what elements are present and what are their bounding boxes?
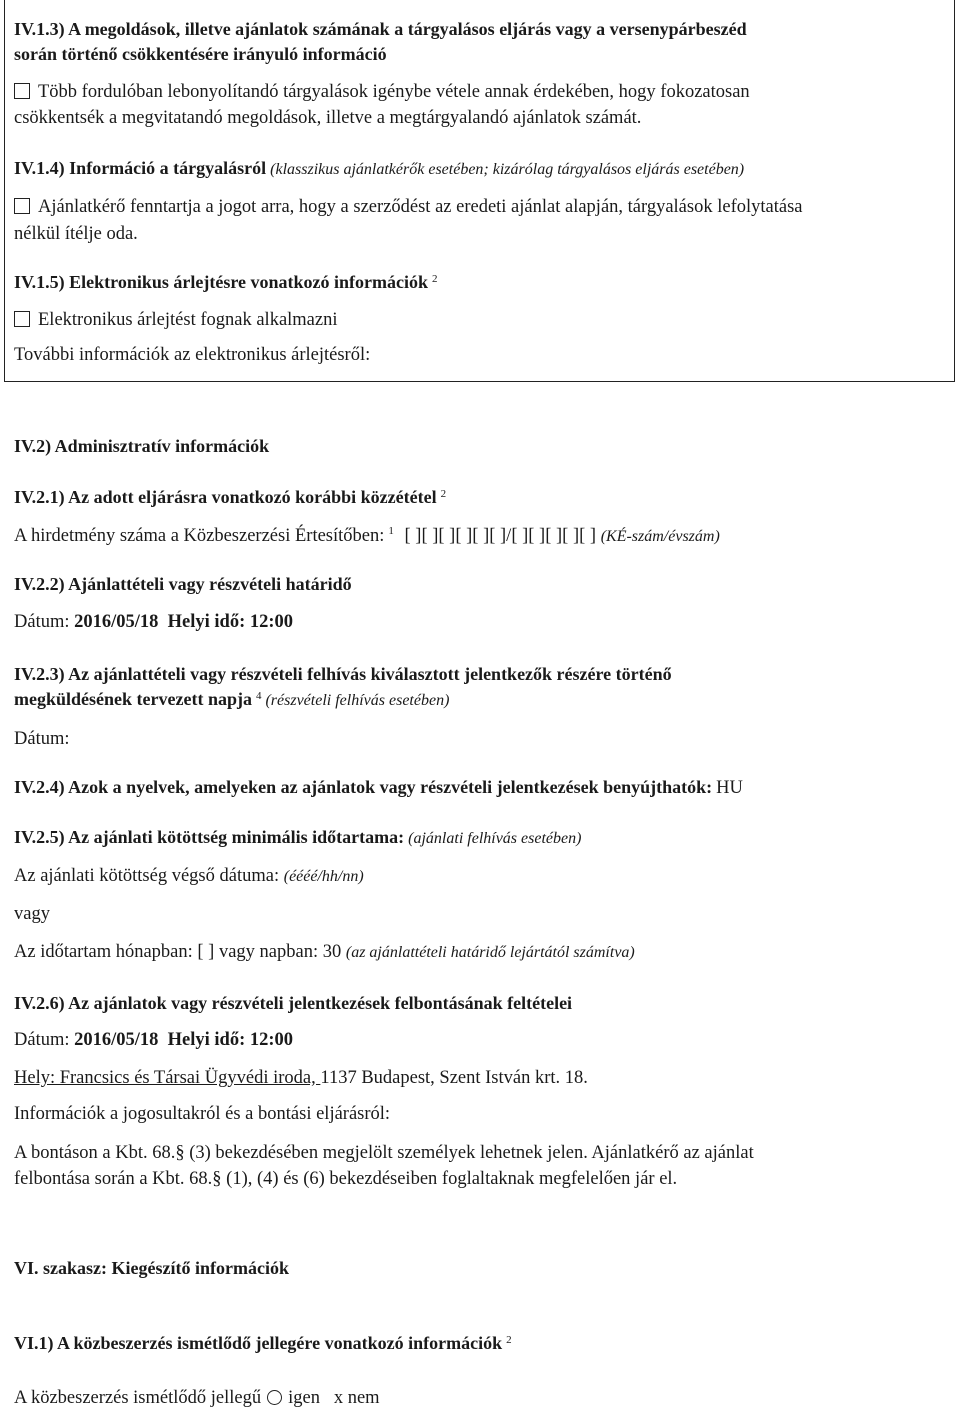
s25-enddate-text: Az ajánlati kötöttség végső dátuma: [14,866,280,886]
s26-info-label: Információk a jogosultakról és a bontási eljárásról: [14,1104,391,1124]
s131-option-line1: Több fordulóban lebonyolítandó tárgyalások igénybe vétele annak érdekében, hogy fokozatosan [38,82,750,102]
s24-value: HU [716,778,743,798]
vi1-heading-row [14,1333,512,1354]
s25-heading-row [14,827,581,848]
s21-heading-sup: 2 [440,487,447,500]
vi1-text: A közbeszerzés ismétlődő jellegű [14,1388,262,1408]
s2-heading: IV.2) Adminisztratív információk [14,436,270,456]
s26-info-line2: felbontása során a Kbt. 68.§ (1), (4) és (6) bekezdéseiben foglaltaknak megfelelően jár el. [14,1169,678,1189]
s151-heading-sup: 2 [432,272,438,285]
vi1-no-mark[interactable]: x [333,1388,344,1408]
vi1-heading: VI.1) A közbeszerzés ismétlődő jellegére vonatkozó információk [14,1333,503,1353]
s21-brackets: [ ][ ][ ][ ][ ][ ]/[ ][ ][ ][ ][ ] [404,526,597,547]
s26-date-label: Dátum: [14,1030,70,1050]
vi1-yes: igen [288,1388,320,1408]
s22-time-value: 12:00 [249,612,294,632]
s151-checkbox[interactable] [14,311,30,327]
s25-or: vagy [14,904,50,924]
s22-date-label: Dátum: [14,612,70,632]
s21-text-sup: 1 [388,525,394,537]
s26-info-line1: A bontáson a Kbt. 68.§ (3) bekezdésében megjelölt személyek lehetnek jelen. Ajánlatkérő az ajánlat [14,1143,754,1163]
s151-heading-row [14,272,438,293]
s21-heading-row [14,487,446,508]
s151-heading: IV.1.5) Elektronikus árlejtésre vonatkozó információk [14,272,428,292]
s21-note: (KÉ-szám/évszám) [600,528,720,546]
s141-option-line2: nélkül ítélje oda. [14,224,138,244]
vi1-yes-radio[interactable] [267,1390,282,1405]
s23-heading-line2: megküldésének tervezett napja [14,689,252,709]
s131-option-line2: csökkentsék a megvitatandó megoldások, illetve a megtárgyalandó ajánlatok számát. [14,108,642,128]
s23-heading-note: (részvételi felhívás esetében) [265,692,450,709]
s24-heading: IV.2.4) Azok a nyelvek, amelyeken az ajánlatok vagy részvételi jelentkezések benyújthatók: [14,777,713,797]
s26-place-row [14,1068,588,1089]
s23-heading-row2 [14,689,449,710]
s151-option-text: Elektronikus árlejtést fognak alkalmazni [38,310,338,330]
s26-place-label: Hely: Francsics és Társai Ügyvédi iroda, [14,1068,321,1088]
s25-duration-row [14,942,635,963]
s21-text: A hirdetmény száma a Közbeszerzési Értesítőben: [14,526,385,547]
s131-heading-line1: IV.1.3) A megoldások, illetve ajánlatok számának a tárgyalásos eljárás vagy a versenypárbeszéd [14,19,747,39]
s26-place-value: 1137 Budapest, Szent István krt. 18. [320,1068,588,1088]
s26-date-value: 2016/05/18 [74,1030,159,1050]
s23-heading-sup: 4 [255,689,262,702]
s26-time-label: Helyi idő: [167,1030,246,1050]
s25-duration-text: Az időtartam hónapban: [ ] vagy napban: 30 [14,942,342,962]
s21-text-row [14,525,720,547]
s24-row [14,777,743,799]
s25-duration-note: (az ajánlattételi határidő lejártától számítva) [345,944,635,961]
s26-date-row [14,1030,293,1051]
s141-option [14,197,802,218]
s131-option [14,82,750,103]
s23-heading-line1: IV.2.3) Az ajánlattételi vagy részvételi felhívás kiválasztott jelentkezők részére történő [14,664,672,684]
s22-date-value: 2016/05/18 [74,612,159,632]
s26-time-value: 12:00 [249,1030,294,1050]
s141-checkbox[interactable] [14,198,30,214]
vi1-no: nem [347,1388,380,1408]
s22-heading: IV.2.2) Ajánlattételi vagy részvételi határidő [14,574,352,594]
s23-date-label: Dátum: [14,729,70,749]
vi1-heading-sup: 2 [506,1333,512,1346]
s131-checkbox[interactable] [14,83,30,99]
s141-heading-note: (klasszikus ajánlatkérők esetében; kizárólag tárgyalásos eljárás esetében) [270,161,745,178]
vi1-row [14,1388,380,1409]
s151-option [14,310,338,331]
s22-time-label: Helyi idő: [167,612,246,632]
s141-heading-row [14,158,744,179]
s141-heading: IV.1.4) Információ a tárgyalásról [14,158,267,178]
s141-option-line1: Ajánlatkérő fenntartja a jogot arra, hogy a szerződést az eredeti ajánlat alapján, tárgyalások lefolytatása [38,197,803,217]
s22-date-row [14,612,293,633]
s21-heading: IV.2.1) Az adott eljárásra vonatkozó korábbi közzététel [14,487,437,507]
s25-enddate-row [14,866,364,887]
s131-heading-line2: során történő csökkentésére irányuló információ [14,44,387,64]
s25-heading: IV.2.5) Az ajánlati kötöttség minimális időtartama: [14,827,405,847]
s25-heading-note: (ajánlati felhívás esetében) [408,830,582,847]
s25-enddate-note: (éééé/hh/nn) [283,868,364,885]
s151-more-info: További információk az elektronikus árlejtésről: [14,345,371,365]
vi-heading: VI. szakasz: Kiegészítő információk [14,1258,289,1278]
s26-heading: IV.2.6) Az ajánlatok vagy részvételi jelentkezések felbontásának feltételei [14,993,573,1013]
